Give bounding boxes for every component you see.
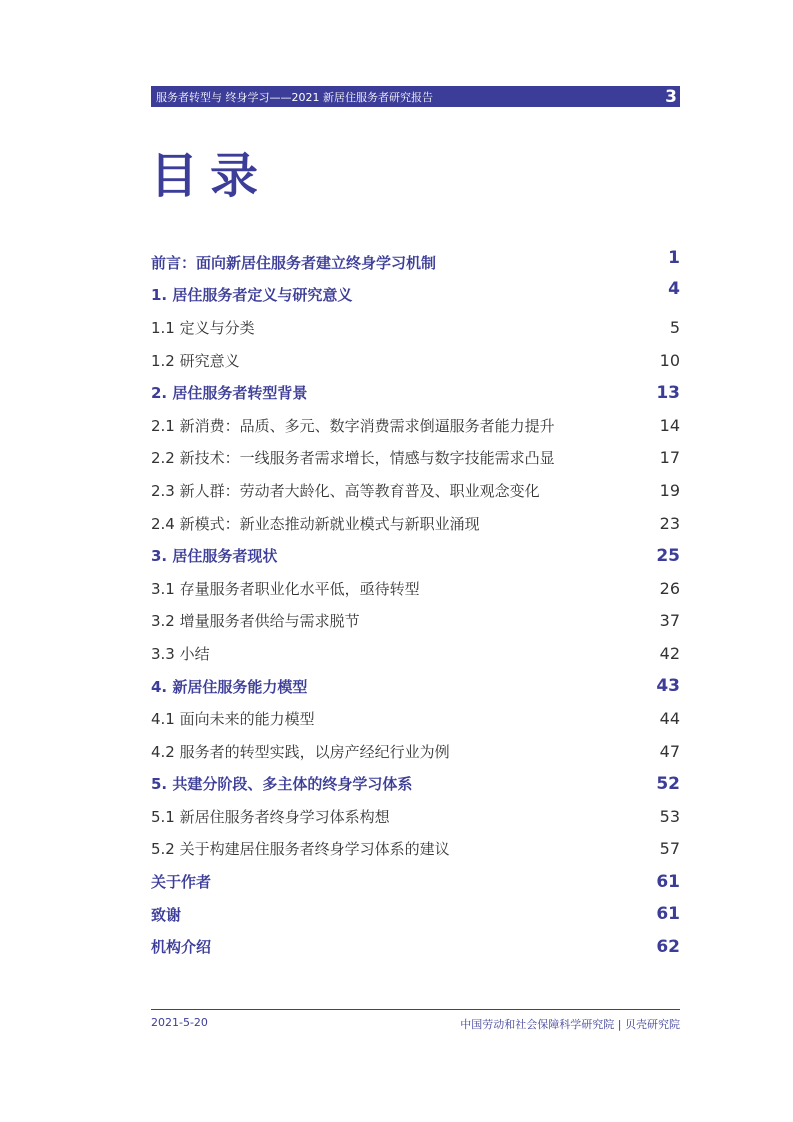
toc-entry-page[interactable]: 61 xyxy=(656,904,680,925)
toc-entry[interactable] xyxy=(151,572,680,605)
toc-entry-page[interactable]: 44 xyxy=(659,709,680,729)
toc-entry-label[interactable]: 2.2 新技术：一线服务者需求增长，情感与数字技能需求凸显 xyxy=(151,449,555,468)
toc-entry-label[interactable]: 4.1 面向未来的能力模型 xyxy=(151,710,315,729)
toc-entry-label[interactable]: 2.3 新人群：劳动者大龄化、高等教育普及、职业观念变化 xyxy=(151,481,540,500)
toc-entry-page[interactable]: 17 xyxy=(659,448,680,468)
toc-entry-label[interactable]: 前言：面向新居住服务者建立终身学习机制 xyxy=(151,254,437,272)
toc-entry[interactable] xyxy=(151,507,680,540)
toc-entry[interactable] xyxy=(151,670,680,703)
toc-entry-label[interactable]: 5.2 关于构建居住服务者终身学习体系的建议 xyxy=(151,840,450,859)
toc-entry-page[interactable]: 43 xyxy=(656,676,680,697)
footer-date: 2021-5-20 xyxy=(151,1016,208,1029)
toc-entry-label[interactable]: 4. 新居住服务能力模型 xyxy=(151,677,308,696)
toc-entry-page[interactable]: 13 xyxy=(656,382,680,403)
toc-entry[interactable] xyxy=(151,605,680,638)
toc-entry[interactable] xyxy=(151,344,680,377)
toc-entry[interactable] xyxy=(151,311,680,344)
toc-entry-page[interactable]: 5 xyxy=(669,317,680,337)
page-title: 目录 xyxy=(150,148,271,204)
toc-entry-page[interactable]: 4 xyxy=(668,278,680,299)
toc-entry[interactable] xyxy=(151,930,680,963)
toc-entry[interactable] xyxy=(151,409,680,442)
toc-entry-page[interactable]: 26 xyxy=(659,578,680,598)
toc-entry-page[interactable]: 53 xyxy=(659,806,680,826)
toc-entry-label[interactable]: 3.2 增量服务者供给与需求脱节 xyxy=(151,612,360,631)
toc-entry[interactable] xyxy=(151,735,680,768)
toc-entry-page[interactable]: 52 xyxy=(656,773,680,794)
toc-entry-label[interactable]: 1. 居住服务者定义与研究意义 xyxy=(151,286,353,305)
toc-entry[interactable] xyxy=(151,442,680,475)
toc-entry-page[interactable]: 61 xyxy=(656,871,680,892)
toc-entry[interactable] xyxy=(151,474,680,507)
toc-entry-label[interactable]: 3.1 存量服务者职业化水平低，亟待转型 xyxy=(151,579,420,598)
header-bar xyxy=(151,86,680,107)
toc-entry[interactable] xyxy=(151,376,680,409)
header-page-number: 3 xyxy=(665,86,677,107)
toc-entry-label[interactable]: 5. 共建分阶段、多主体的终身学习体系 xyxy=(151,775,413,794)
toc-entry-label[interactable]: 机构介绍 xyxy=(151,938,212,957)
toc-entry[interactable] xyxy=(151,800,680,833)
toc-entry-label[interactable]: 4.2 服务者的转型实践，以房产经纪行业为例 xyxy=(151,742,450,761)
toc-entry[interactable] xyxy=(151,702,680,735)
toc-entry-label[interactable]: 2.4 新模式：新业态推动新就业模式与新职业涌现 xyxy=(151,514,480,533)
toc-entry[interactable] xyxy=(151,246,680,279)
toc-entry-label[interactable]: 1.2 研究意义 xyxy=(151,351,240,370)
toc-entry-label[interactable]: 致谢 xyxy=(151,905,182,924)
table-of-contents xyxy=(151,246,680,963)
footer-organizations: 中国劳动和社会保障科学研究院 | 贝壳研究院 xyxy=(460,1018,680,1031)
toc-entry-page[interactable]: 23 xyxy=(659,513,680,533)
footer-divider xyxy=(151,1009,680,1010)
toc-entry[interactable] xyxy=(151,898,680,931)
header-title: 服务者转型与 终身学习——2021 新居住服务者研究报告 xyxy=(156,90,433,104)
toc-entry-label[interactable]: 1.1 定义与分类 xyxy=(151,318,255,337)
toc-entry[interactable] xyxy=(151,865,680,898)
toc-entry-page[interactable]: 25 xyxy=(656,545,680,566)
toc-entry-page[interactable]: 57 xyxy=(659,839,680,859)
toc-entry[interactable] xyxy=(151,768,680,801)
toc-entry-page[interactable]: 14 xyxy=(659,415,680,435)
toc-entry[interactable] xyxy=(151,279,680,312)
toc-entry-page[interactable]: 47 xyxy=(659,741,680,761)
toc-entry-page[interactable]: 1 xyxy=(668,248,680,268)
toc-entry-label[interactable]: 2. 居住服务者转型背景 xyxy=(151,384,308,403)
toc-entry-label[interactable]: 2.1 新消费：品质、多元、数字消费需求倒逼服务者能力提升 xyxy=(151,416,555,435)
toc-entry-page[interactable]: 37 xyxy=(659,611,680,631)
toc-entry-page[interactable]: 42 xyxy=(659,643,680,663)
toc-entry-page[interactable]: 62 xyxy=(656,936,680,957)
toc-entry-page[interactable]: 19 xyxy=(659,480,680,500)
toc-entry-label[interactable]: 关于作者 xyxy=(151,873,212,892)
toc-entry[interactable] xyxy=(151,833,680,866)
toc-entry[interactable] xyxy=(151,637,680,670)
toc-entry-label[interactable]: 3. 居住服务者现状 xyxy=(151,547,278,566)
toc-entry-label[interactable]: 3.3 小结 xyxy=(151,644,210,663)
toc-entry-page[interactable]: 10 xyxy=(659,350,680,370)
toc-entry[interactable] xyxy=(151,539,680,572)
toc-entry-label[interactable]: 5.1 新居住服务者终身学习体系构想 xyxy=(151,807,390,826)
